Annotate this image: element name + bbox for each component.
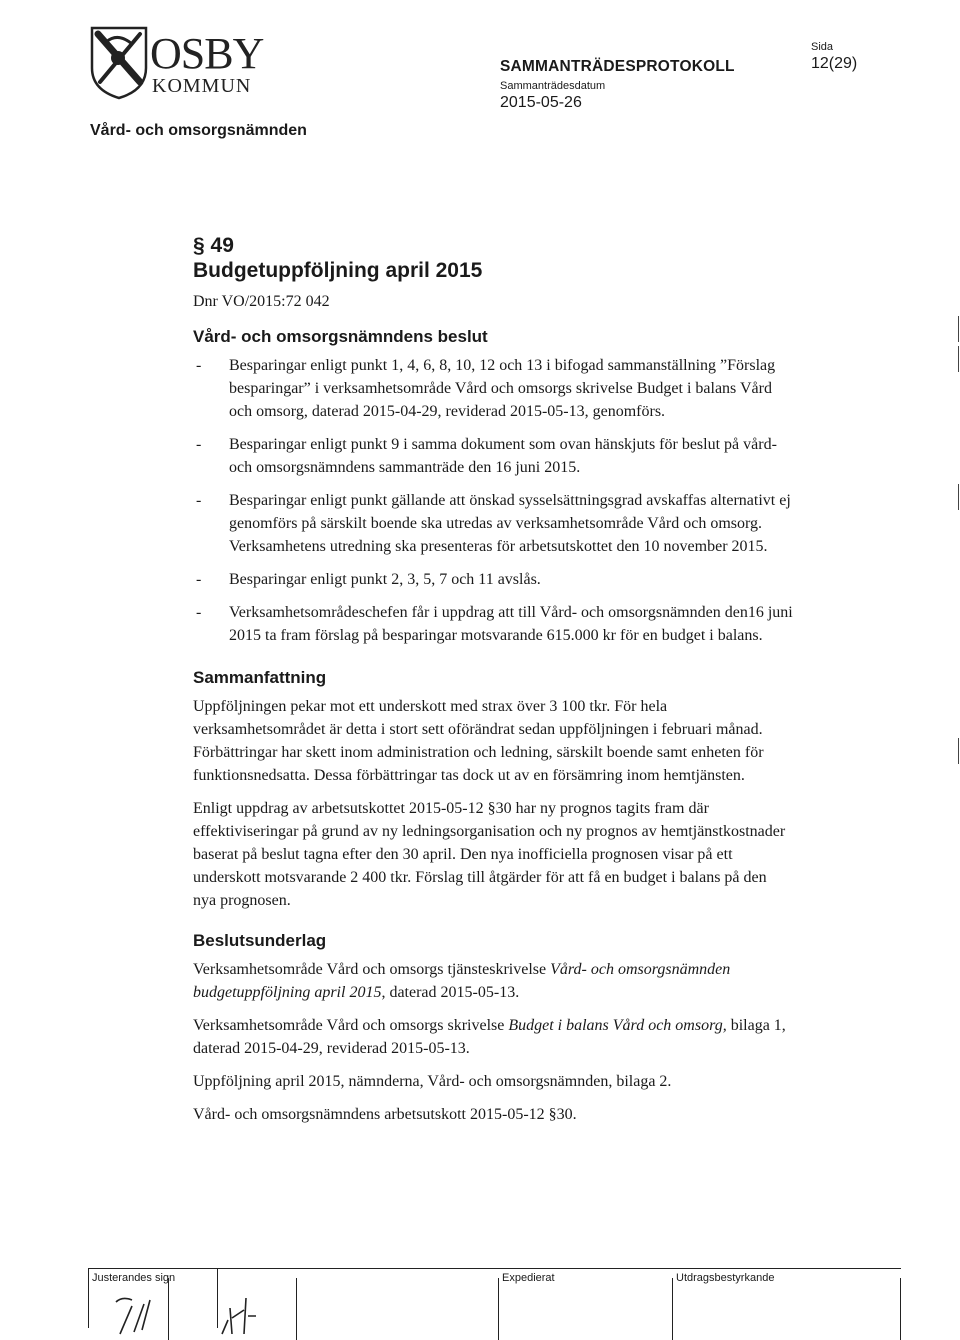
signers-label: Justerandes sign [92,1272,176,1284]
decision-list [193,354,793,647]
list-dash: - [196,604,202,621]
coat-of-arms-logo [88,24,150,100]
basis-text: Verksamhetsområde Vård och omsorgs tjänsteskrivelse [193,961,551,978]
footer-divider [498,1278,499,1340]
basis-item [193,1014,793,1060]
decision-item [193,433,793,479]
footer-rule [88,1268,901,1269]
decision-item [193,489,793,558]
decision-item [193,601,793,647]
protocol-title: SAMMANTRÄDESPROTOKOLL [500,58,735,75]
summary-paragraph: Uppföljningen pekar mot ett underskott med strax över 3 100 tkr. För hela verksamhetsområdet är detta i stort sett oförändrat sedan uppföljningen i februari månad. Förbättringar har skett inom administration och ledning, särskilt boende samt enheten för funktionsnedsatta. Dessa förbättringar tas dock ut av en försämring inom hemtjänsten. [193,698,764,784]
list-dash: - [196,571,202,588]
list-dash: - [196,357,202,374]
footer-divider [672,1278,673,1340]
basis-document-title: Budget i balans Vård och omsorg, [508,1017,727,1034]
decision-text: Besparingar enligt punkt 2, 3, 5, 7 och 11 avslås. [229,571,541,588]
logo-subtitle: KOMMUN [152,75,252,97]
footer-divider [296,1278,297,1340]
decision-item [193,568,793,591]
decision-item [193,354,793,423]
basis-text: bilaga 1, daterad 2015-04-29, reviderad 2015-05-13. [193,1017,786,1057]
decision-text: Besparingar enligt punkt 1, 4, 6, 8, 10, 12 och 13 i bifogad sammanställning ”Förslag besparingar” i verksamhetsområde Vård och omsorgs skrivelse Budget i balans Vård och omsorg, daterad 2015-04-29, reviderad 2015-05-13, genomförs. [229,357,776,420]
summary-paragraph: Enligt uppdrag av arbetsutskottet 2015-05-12 §30 har ny prognos tagits fram där effektiviseringar på grund av ny ledningsorganisation och ny prognos av hemtjänstkostnader baserat på beslut tagna efter den 30 april. Den nya inofficiella prognosen visar på ett underskott motsvarande 2 400 tkr. Förslag till åtgärder för att få en budget i balans på den nya prognosen. [193,800,786,909]
summary-heading: Sammanfattning [193,668,327,687]
meeting-date-label: Sammanträdesdatum [500,80,606,92]
dispatched-label: Expedierat [502,1272,555,1284]
scan-edge-mark [958,346,959,372]
section-title: Budgetuppföljning april 2015 [193,259,483,282]
scan-edge-mark [958,316,959,342]
handwritten-initials [110,1290,160,1336]
meeting-date: 2015-05-26 [500,94,582,111]
scan-edge-mark [958,738,959,764]
basis-item: Uppföljning april 2015, nämnderna, Vård- och omsorgsnämnden, bilaga 2. [193,1073,672,1090]
registry-number: Dnr VO/2015:72 042 [193,293,330,310]
decision-text: Besparingar enligt punkt 9 i samma dokument som ovan hänskjuts för beslut på vård- och omsorgsnämndens sammanträde den 16 juni 2015. [229,436,777,476]
basis-item [193,958,793,1004]
basis-item: Vård- och omsorgsnämndens arbetsutskott 2015-05-12 §30. [193,1106,577,1123]
committee-name: Vård- och omsorgsnämnden [90,122,307,139]
decision-text: Besparingar enligt punkt gällande att önskad sysselsättningsgrad avskaffas alternativt ej genomförs på särskilt boende ska utredas av verksamhetsområde Vård och omsorg. Verksamhetens utredning ska presenteras för arbetsutskottet den 10 november 2015. [229,492,791,555]
basis-text: , daterad 2015-05-13. [381,984,520,1001]
footer-divider [168,1278,169,1340]
certified-label: Utdragsbestyrkande [676,1272,775,1284]
logo-name: OSBY [150,29,264,78]
list-dash: - [196,492,202,509]
section-number: § 49 [193,234,234,257]
decision-text: Verksamhetsområdeschefen får i uppdrag att till Vård- och omsorgsnämnden den16 juni 2015 ta fram förslag på besparingar motsvarande 615.000 kr för en budget i balans. [229,604,793,644]
scan-edge-mark [958,484,959,510]
list-dash: - [196,436,202,453]
basis-document-title: Vård- och omsorgsnämnden budgetuppföljning april 2015 [193,961,731,1001]
decision-heading: Vård- och omsorgsnämndens beslut [193,327,488,346]
handwritten-initials [216,1290,260,1336]
page-label: Sida [811,41,834,53]
basis-text: Verksamhetsområde Vård och omsorgs skrivelse [193,1017,509,1034]
basis-heading: Beslutsunderlag [193,931,327,950]
page-number: 12(29) [811,55,858,72]
footer-divider [900,1278,901,1340]
protocol-section [193,234,793,1136]
